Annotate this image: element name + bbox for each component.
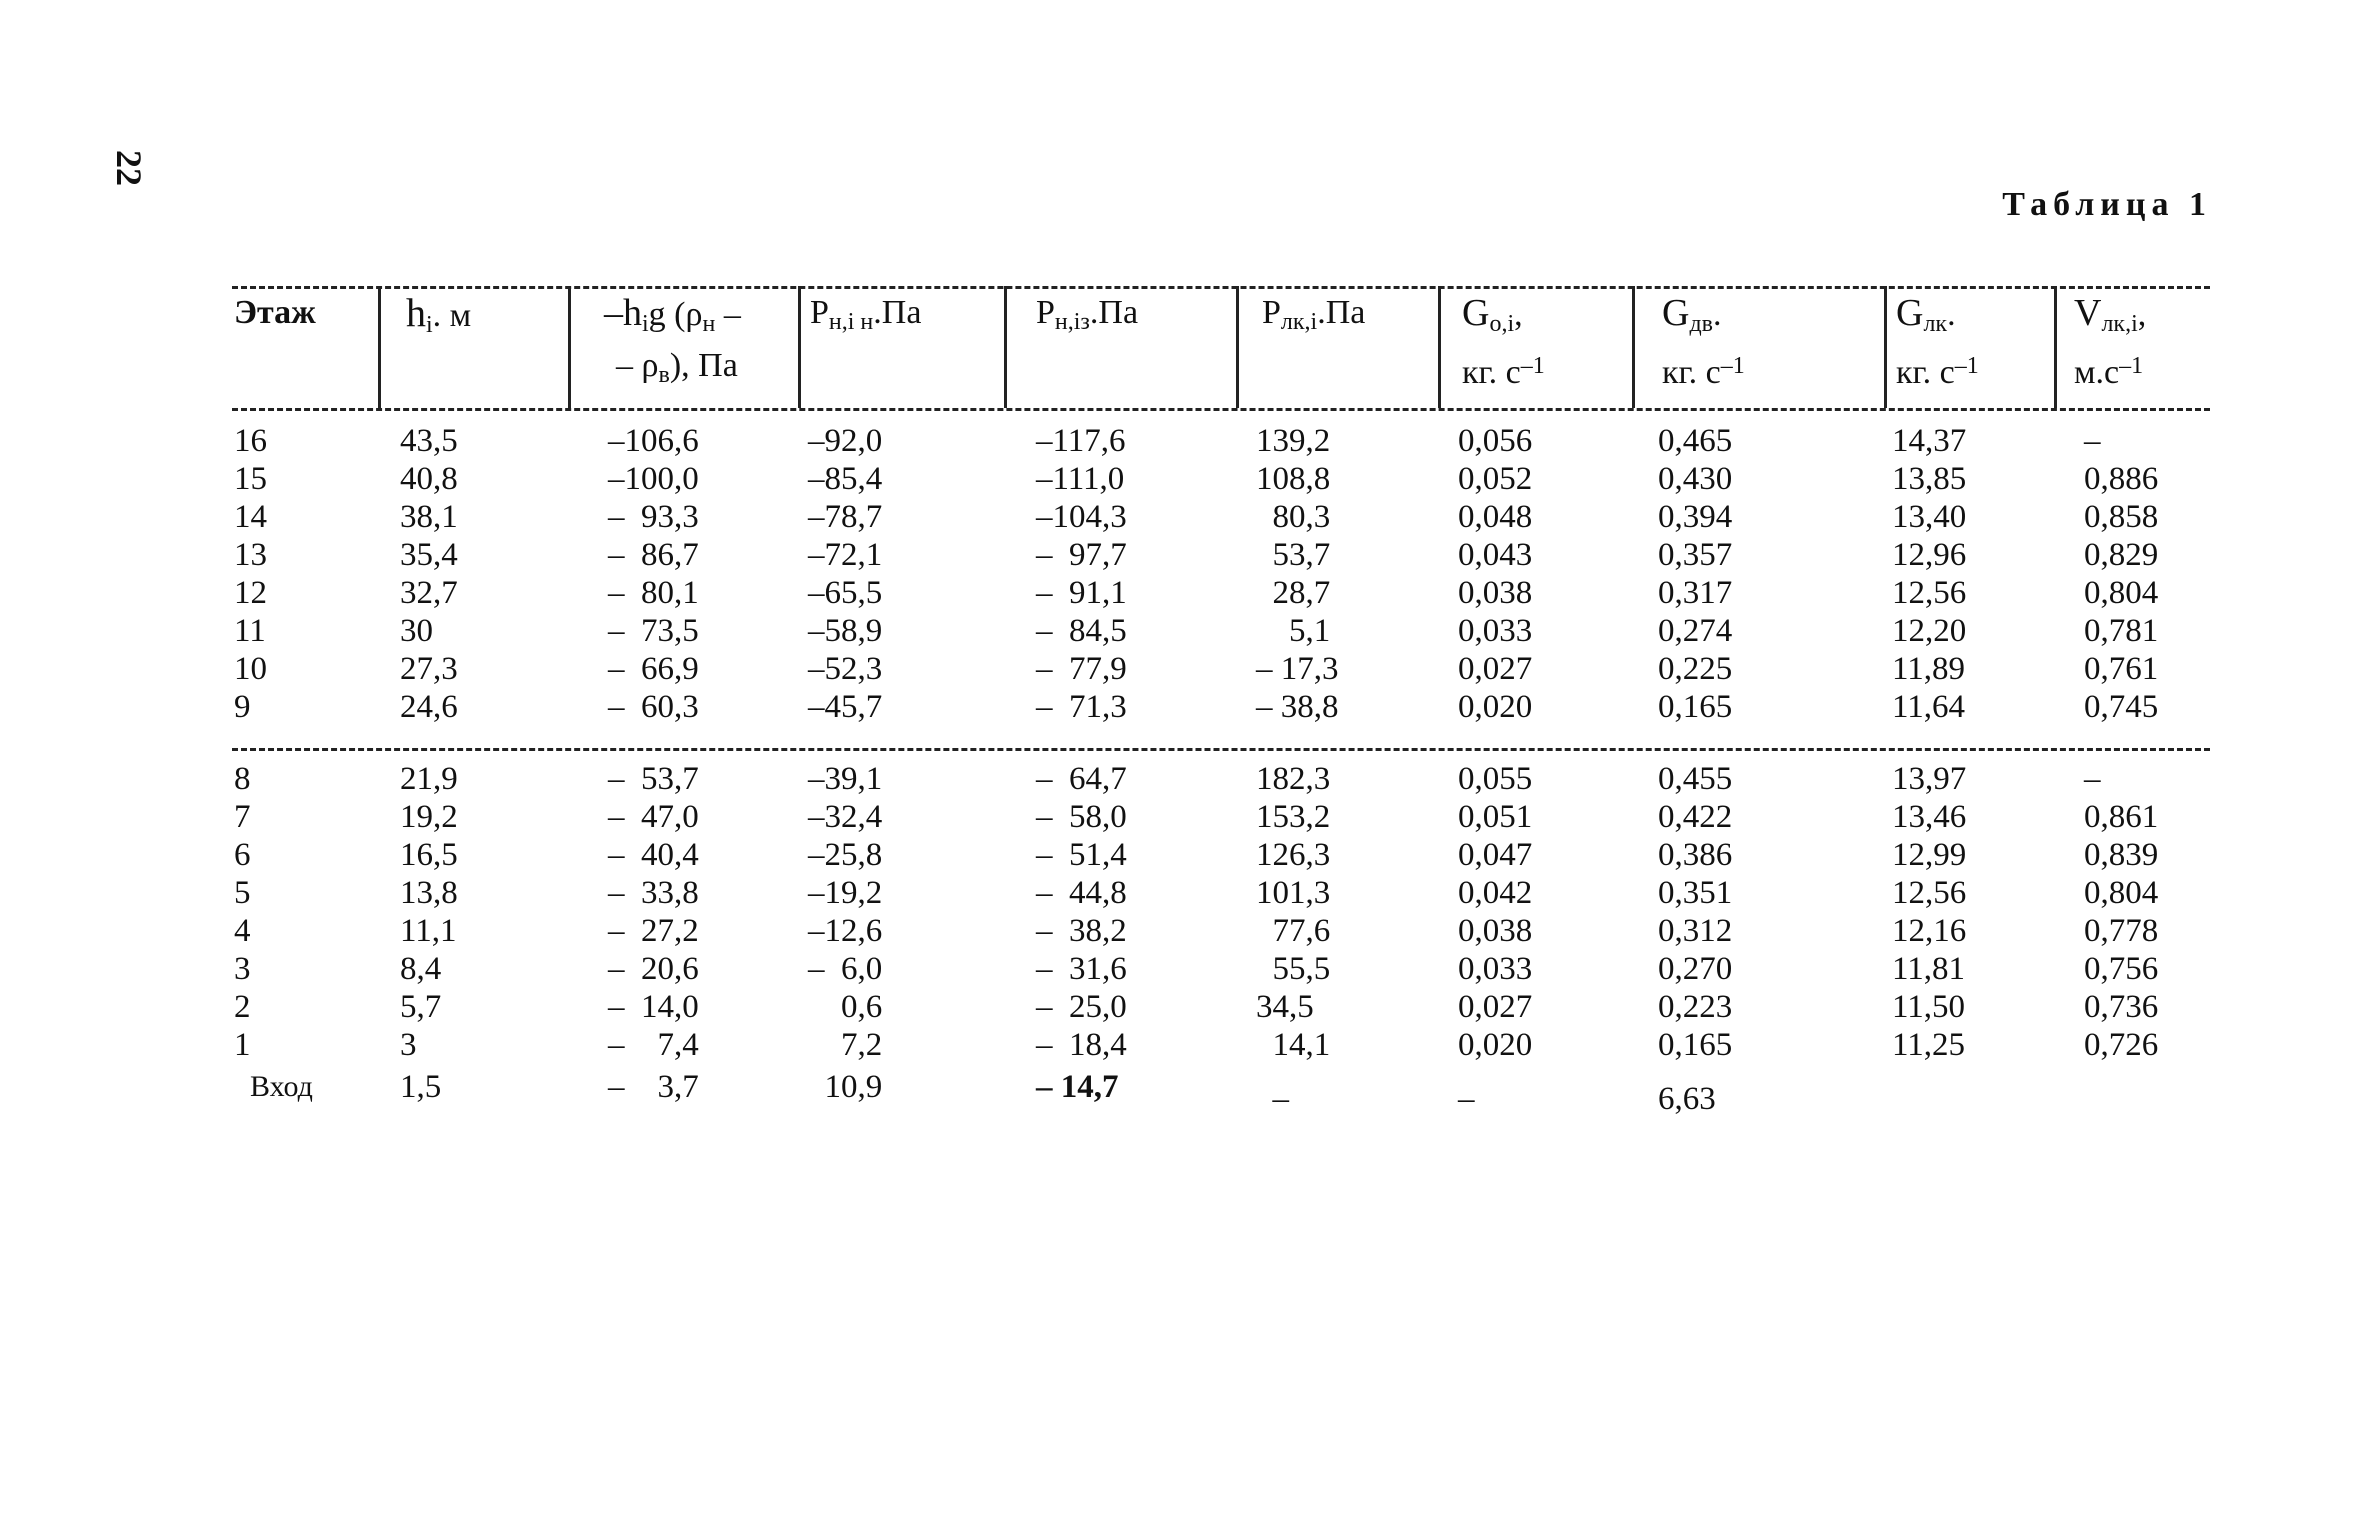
- cell-g-o-i: 0,027: [1458, 651, 1533, 687]
- cell-g-dv: 6,63: [1658, 1081, 1716, 1117]
- cell-p-lk-i: 139,2: [1256, 423, 1331, 459]
- cell-p-ni-z: – 64,7: [1036, 761, 1127, 797]
- table-row: [232, 688, 2210, 726]
- table-row: [232, 874, 2210, 912]
- cell-v-lk-i: 0,861: [2084, 799, 2159, 835]
- cell-g-lk: 13,97: [1892, 761, 1967, 797]
- cell-p-ni-z: – 91,1: [1036, 575, 1127, 611]
- header-hg-rest: g (ρ: [648, 296, 703, 333]
- header-v-lk-i: [2074, 292, 2146, 394]
- table-row: [232, 912, 2210, 950]
- cell-v-lk-i: 0,761: [2084, 651, 2159, 687]
- column-divider: [1236, 286, 1239, 408]
- cell-floor: 9: [234, 689, 251, 725]
- cell-g-o-i: 0,047: [1458, 837, 1533, 873]
- header-g-lk-rest: .: [1947, 296, 1956, 333]
- cell-p-lk-i: 34,5: [1256, 989, 1314, 1025]
- cell-floor: 10: [234, 651, 267, 687]
- cell-p-ni-n: –85,4: [808, 461, 883, 497]
- cell-hg: – 53,7: [608, 761, 699, 797]
- cell-floor: 16: [234, 423, 267, 459]
- cell-g-o-i: 0,052: [1458, 461, 1533, 497]
- header-g-lk-main: G: [1896, 292, 1924, 334]
- header-g-dv-unit: кг. с: [1662, 354, 1721, 391]
- cell-h: 40,8: [400, 461, 458, 497]
- header-p-ni-n-main: P: [810, 294, 829, 331]
- table-row: [232, 760, 2210, 798]
- cell-g-lk: 13,40: [1892, 499, 1967, 535]
- cell-hg: – 27,2: [608, 913, 699, 949]
- table-row: [232, 950, 2210, 988]
- cell-hg: – 47,0: [608, 799, 699, 835]
- cell-h: 5,7: [400, 989, 442, 1025]
- cell-p-ni-z: – 71,3: [1036, 689, 1127, 725]
- section-divider-rule: [232, 748, 2210, 751]
- header-g-o-i-unit: кг. с: [1462, 354, 1521, 391]
- cell-g-dv: 0,394: [1658, 499, 1733, 535]
- header-g-lk-exp: –1: [1954, 353, 1979, 379]
- header-hg-sub: i: [642, 311, 649, 337]
- header-g-dv: [1662, 292, 1745, 394]
- cell-v-lk-i: 0,736: [2084, 989, 2159, 1025]
- cell-p-ni-n: –39,1: [808, 761, 883, 797]
- cell-p-ni-n: –78,7: [808, 499, 883, 535]
- header-g-o-i-sub: о,i: [1489, 311, 1515, 337]
- cell-hg: –106,6: [608, 423, 699, 459]
- cell-v-lk-i: 0,886: [2084, 461, 2159, 497]
- cell-p-lk-i: 182,3: [1256, 761, 1331, 797]
- cell-g-dv: 0,223: [1658, 989, 1733, 1025]
- cell-hg: – 60,3: [608, 689, 699, 725]
- cell-g-lk: 11,81: [1892, 951, 1966, 987]
- header-g-dv-rest: .: [1713, 296, 1722, 333]
- cell-floor: 1: [234, 1027, 251, 1063]
- cell-v-lk-i: 0,756: [2084, 951, 2159, 987]
- cell-p-ni-z: – 18,4: [1036, 1027, 1127, 1063]
- cell-floor: 6: [234, 837, 251, 873]
- header-p-ni-n-rest: .Па: [873, 294, 922, 331]
- cell-g-o-i: 0,055: [1458, 761, 1533, 797]
- cell-p-lk-i: 77,6: [1256, 913, 1331, 949]
- cell-h: 16,5: [400, 837, 458, 873]
- header-p-lk-i-main: P: [1262, 294, 1281, 331]
- cell-floor: 8: [234, 761, 251, 797]
- cell-hg: – 33,8: [608, 875, 699, 911]
- cell-floor: 13: [234, 537, 267, 573]
- header-p-ni-z: [1036, 292, 1138, 343]
- cell-g-dv: 0,165: [1658, 1027, 1733, 1063]
- cell-floor: 3: [234, 951, 251, 987]
- cell-floor: 12: [234, 575, 267, 611]
- cell-p-ni-n: 7,2: [808, 1027, 883, 1063]
- column-divider: [798, 286, 801, 408]
- cell-g-lk: 11,64: [1892, 689, 1966, 725]
- cell-g-dv: 0,357: [1658, 537, 1733, 573]
- cell-g-dv: 0,274: [1658, 613, 1733, 649]
- header-g-dv-main: G: [1662, 292, 1690, 334]
- cell-p-lk-i: 126,3: [1256, 837, 1331, 873]
- table-row: [232, 1068, 2210, 1117]
- cell-g-lk: 12,20: [1892, 613, 1967, 649]
- header-p-lk-i-rest: .Па: [1317, 294, 1366, 331]
- table-row: [232, 798, 2210, 836]
- column-divider: [1438, 286, 1441, 408]
- header-p-lk-i-sub: лк,i: [1280, 309, 1318, 335]
- cell-v-lk-i: 0,726: [2084, 1027, 2159, 1063]
- table-row: [232, 836, 2210, 874]
- header-floor: Этаж: [234, 294, 316, 331]
- cell-p-ni-z: – 25,0: [1036, 989, 1127, 1025]
- cell-h: 19,2: [400, 799, 458, 835]
- cell-g-dv: 0,430: [1658, 461, 1733, 497]
- header-hg-sub2: н: [702, 311, 716, 337]
- cell-g-o-i: –: [1458, 1081, 1475, 1117]
- cell-v-lk-i: –: [2084, 423, 2101, 459]
- cell-p-ni-z: – 14,7: [1036, 1069, 1119, 1105]
- cell-p-lk-i: 14,1: [1256, 1027, 1331, 1063]
- cell-p-ni-n: – 6,0: [808, 951, 883, 987]
- cell-floor: 2: [234, 989, 251, 1025]
- cell-g-o-i: 0,056: [1458, 423, 1533, 459]
- header-h-main: h: [406, 290, 426, 335]
- table-title: Таблица 1: [2002, 186, 2212, 223]
- cell-hg: – 7,4: [608, 1027, 699, 1063]
- cell-p-ni-z: – 58,0: [1036, 799, 1127, 835]
- header-g-lk: [1896, 292, 1979, 394]
- header-h: [406, 292, 471, 346]
- cell-g-dv: 0,225: [1658, 651, 1733, 687]
- cell-g-lk: 11,89: [1892, 651, 1966, 687]
- cell-hg: – 40,4: [608, 837, 699, 873]
- column-divider: [1632, 286, 1635, 408]
- cell-p-ni-n: –92,0: [808, 423, 883, 459]
- cell-p-ni-n: –25,8: [808, 837, 883, 873]
- header-v-lk-i-rest: ,: [2137, 296, 2147, 333]
- cell-h: 32,7: [400, 575, 458, 611]
- cell-p-ni-n: –45,7: [808, 689, 883, 725]
- cell-h: 43,5: [400, 423, 458, 459]
- cell-g-lk: 11,50: [1892, 989, 1966, 1025]
- cell-g-lk: 12,16: [1892, 913, 1967, 949]
- cell-g-lk: 13,85: [1892, 461, 1967, 497]
- cell-h: 13,8: [400, 875, 458, 911]
- cell-h: 8,4: [400, 951, 442, 987]
- cell-h: 38,1: [400, 499, 458, 535]
- page-number: 22: [109, 150, 149, 186]
- header-h-rest: . м: [432, 297, 472, 334]
- cell-floor: 14: [234, 499, 267, 535]
- header-g-o-i-exp: –1: [1520, 353, 1545, 379]
- cell-h: 30: [400, 613, 433, 649]
- cell-p-lk-i: 101,3: [1256, 875, 1331, 911]
- cell-g-o-i: 0,027: [1458, 989, 1533, 1025]
- table-row: [232, 1026, 2210, 1064]
- header-hg-line2: – ρ: [616, 347, 659, 384]
- cell-p-ni-z: – 44,8: [1036, 875, 1127, 911]
- header-g-o-i-main: G: [1462, 292, 1490, 334]
- cell-h: 21,9: [400, 761, 458, 797]
- header-hg-line2-end: ), Па: [669, 347, 738, 384]
- cell-g-lk: 12,99: [1892, 837, 1967, 873]
- header-v-lk-i-unit: м.с: [2074, 354, 2120, 391]
- cell-g-dv: 0,312: [1658, 913, 1733, 949]
- cell-g-lk: 14,37: [1892, 423, 1967, 459]
- cell-g-lk: 12,56: [1892, 875, 1967, 911]
- header-g-lk-sub: лк: [1923, 311, 1948, 337]
- column-divider: [1004, 286, 1007, 408]
- cell-g-dv: 0,422: [1658, 799, 1733, 835]
- cell-floor: Вход: [250, 1070, 313, 1103]
- column-divider: [568, 286, 571, 408]
- cell-g-dv: 0,270: [1658, 951, 1733, 987]
- cell-g-o-i: 0,020: [1458, 689, 1533, 725]
- cell-p-lk-i: 53,7: [1256, 537, 1331, 573]
- cell-p-lk-i: –: [1256, 1081, 1289, 1117]
- column-divider: [2054, 286, 2057, 408]
- cell-g-dv: 0,165: [1658, 689, 1733, 725]
- cell-floor: 11: [234, 613, 266, 649]
- table-row: [232, 988, 2210, 1026]
- cell-g-o-i: 0,038: [1458, 575, 1533, 611]
- table-row: [232, 460, 2210, 498]
- cell-g-lk: 12,96: [1892, 537, 1967, 573]
- cell-v-lk-i: 0,778: [2084, 913, 2159, 949]
- cell-p-ni-n: –58,9: [808, 613, 883, 649]
- cell-hg: –100,0: [608, 461, 699, 497]
- cell-g-o-i: 0,033: [1458, 951, 1533, 987]
- cell-hg: – 93,3: [608, 499, 699, 535]
- table-row: [232, 650, 2210, 688]
- cell-p-lk-i: – 17,3: [1256, 651, 1339, 687]
- header-hg-line2-sub: в: [658, 362, 670, 388]
- cell-v-lk-i: 0,804: [2084, 575, 2159, 611]
- cell-g-o-i: 0,020: [1458, 1027, 1533, 1063]
- cell-p-ni-z: – 97,7: [1036, 537, 1127, 573]
- cell-v-lk-i: –: [2084, 761, 2101, 797]
- cell-p-ni-n: –65,5: [808, 575, 883, 611]
- cell-g-dv: 0,386: [1658, 837, 1733, 873]
- cell-g-dv: 0,455: [1658, 761, 1733, 797]
- cell-p-ni-z: – 84,5: [1036, 613, 1127, 649]
- cell-p-lk-i: 153,2: [1256, 799, 1331, 835]
- cell-h: 27,3: [400, 651, 458, 687]
- header-p-lk-i: [1262, 292, 1365, 343]
- cell-p-ni-z: – 51,4: [1036, 837, 1127, 873]
- column-divider: [378, 286, 381, 408]
- cell-p-lk-i: 80,3: [1256, 499, 1331, 535]
- column-divider: [1884, 286, 1887, 408]
- header-hg-end: –: [715, 296, 741, 333]
- header-hg: [604, 292, 741, 396]
- cell-g-o-i: 0,048: [1458, 499, 1533, 535]
- cell-floor: 7: [234, 799, 251, 835]
- table-row: [232, 536, 2210, 574]
- cell-hg: – 20,6: [608, 951, 699, 987]
- cell-g-o-i: 0,038: [1458, 913, 1533, 949]
- cell-g-lk: 13,46: [1892, 799, 1967, 835]
- header-p-ni-z-sub: н,iз: [1054, 309, 1090, 335]
- header-g-lk-unit: кг. с: [1896, 354, 1955, 391]
- cell-p-ni-n: –32,4: [808, 799, 883, 835]
- header-v-lk-i-exp: –1: [2119, 353, 2144, 379]
- table-row: [232, 498, 2210, 536]
- header-g-o-i: [1462, 292, 1545, 394]
- cell-h: 11,1: [400, 913, 457, 949]
- cell-p-ni-z: –104,3: [1036, 499, 1127, 535]
- cell-p-lk-i: – 38,8: [1256, 689, 1339, 725]
- cell-hg: – 14,0: [608, 989, 699, 1025]
- cell-p-ni-n: –72,1: [808, 537, 883, 573]
- table-row: [232, 574, 2210, 612]
- cell-p-ni-n: 0,6: [808, 989, 883, 1025]
- cell-g-o-i: 0,033: [1458, 613, 1533, 649]
- cell-p-ni-z: – 38,2: [1036, 913, 1127, 949]
- cell-p-lk-i: 55,5: [1256, 951, 1331, 987]
- cell-v-lk-i: 0,858: [2084, 499, 2159, 535]
- header-g-dv-exp: –1: [1720, 353, 1745, 379]
- cell-p-lk-i: 28,7: [1256, 575, 1331, 611]
- cell-hg: – 66,9: [608, 651, 699, 687]
- cell-p-ni-n: –52,3: [808, 651, 883, 687]
- table-row: [232, 612, 2210, 650]
- cell-p-ni-n: 10,9: [808, 1069, 883, 1105]
- table-row: [232, 422, 2210, 460]
- cell-floor: 4: [234, 913, 251, 949]
- header-v-lk-i-sub: лк,i: [2101, 311, 2138, 337]
- cell-v-lk-i: 0,829: [2084, 537, 2159, 573]
- table-top-rule: [232, 286, 2210, 289]
- cell-v-lk-i: 0,781: [2084, 613, 2159, 649]
- cell-v-lk-i: 0,804: [2084, 875, 2159, 911]
- cell-hg: – 73,5: [608, 613, 699, 649]
- header-p-ni-n-sub: н,i н: [828, 309, 874, 335]
- header-g-dv-sub: дв: [1689, 311, 1713, 337]
- header-h-sub: i: [426, 312, 433, 338]
- cell-g-dv: 0,465: [1658, 423, 1733, 459]
- header-p-ni-z-rest: .Па: [1089, 294, 1139, 331]
- cell-h: 3: [400, 1027, 417, 1063]
- cell-v-lk-i: 0,839: [2084, 837, 2159, 873]
- cell-h: 35,4: [400, 537, 458, 573]
- cell-p-ni-n: –12,6: [808, 913, 883, 949]
- cell-p-ni-z: –117,6: [1036, 423, 1126, 459]
- header-g-o-i-rest: ,: [1514, 296, 1523, 333]
- cell-p-ni-z: – 77,9: [1036, 651, 1127, 687]
- header-v-lk-i-main: V: [2074, 292, 2102, 334]
- cell-floor: 5: [234, 875, 251, 911]
- header-bottom-rule: [232, 408, 2210, 411]
- cell-g-o-i: 0,051: [1458, 799, 1533, 835]
- header-hg-main: –h: [604, 292, 642, 334]
- header-p-ni-z-main: P: [1036, 294, 1055, 331]
- cell-p-lk-i: 5,1: [1256, 613, 1331, 649]
- cell-g-dv: 0,351: [1658, 875, 1733, 911]
- cell-h: 1,5: [400, 1069, 442, 1105]
- cell-g-lk: 11,25: [1892, 1027, 1966, 1063]
- cell-g-lk: 12,56: [1892, 575, 1967, 611]
- cell-hg: – 86,7: [608, 537, 699, 573]
- cell-v-lk-i: 0,745: [2084, 689, 2159, 725]
- cell-hg: – 80,1: [608, 575, 699, 611]
- cell-g-o-i: 0,043: [1458, 537, 1533, 573]
- cell-hg: – 3,7: [608, 1069, 699, 1105]
- cell-p-ni-n: –19,2: [808, 875, 883, 911]
- cell-p-lk-i: 108,8: [1256, 461, 1331, 497]
- cell-h: 24,6: [400, 689, 458, 725]
- cell-p-ni-z: – 31,6: [1036, 951, 1127, 987]
- header-p-ni-n: [810, 292, 921, 343]
- cell-g-dv: 0,317: [1658, 575, 1733, 611]
- cell-p-ni-z: –111,0: [1036, 461, 1125, 497]
- cell-floor: 15: [234, 461, 267, 497]
- cell-g-o-i: 0,042: [1458, 875, 1533, 911]
